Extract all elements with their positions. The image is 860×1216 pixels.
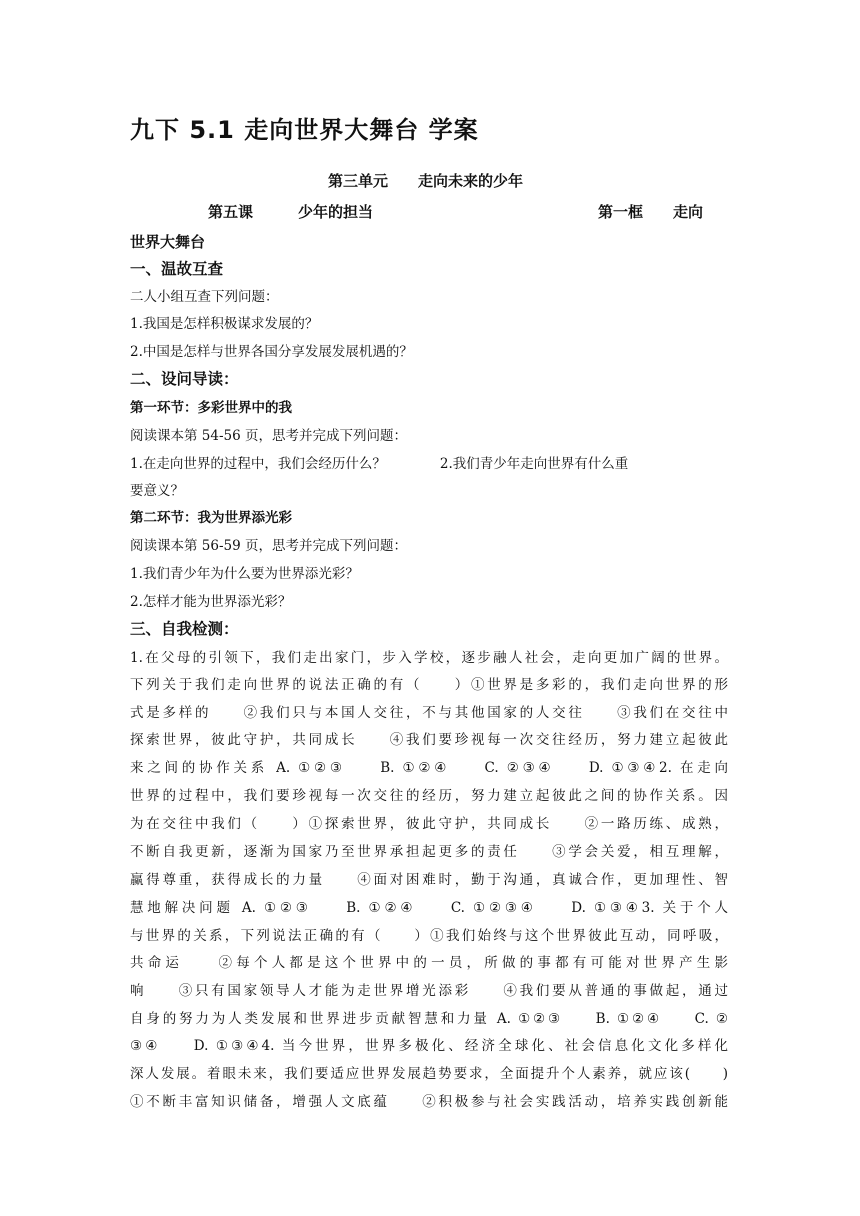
part1-reading-instruction: 阅读课本第 54-56 页，思考并完成下列问题： [130,428,407,444]
self-test-line: 共命运 ②每个人都是这个世界中的一员，所做的事都有可能对世界产生影 [130,955,728,971]
self-test-line: 来之间的协作关系 A. ①②③ B. ①②④ C. ②③④ D. ①③④2. 在走向 [130,760,728,776]
frame-heading-continued: 世界大舞台 [130,233,206,251]
self-test-line: 式是多样的 ②我们只与本国人交往，不与其他国家的人交往 ③我们在交往中 [130,705,728,721]
self-test-line: 不断自我更新，逐渐为国家乃至世界承担起更多的责任 ③学会关爱，相互理解， [130,844,728,860]
review-question-2: 2.中国是怎样与世界各国分享发展发展机遇的？ [130,344,413,360]
review-intro: 二人小组互查下列问题： [130,289,279,305]
self-test-line: ③④ D. ①③④4. 当今世界，世界多极化、经济全球化、社会信息化文化多样化 [130,1038,728,1054]
self-test-line: 深人发展。着眼未来，我们要适应世界发展趋势要求，全面提升个人素养，就应该( ) [130,1066,728,1082]
section-heading-review: 一、温故互查 [130,260,224,278]
self-test-line: 响 ③只有国家领导人才能为走世界增光添彩 ④我们要从普通的事做起，通过 [130,983,728,999]
part2-title: 第二环节：我为世界添光彩 [130,510,292,526]
self-test-line: ①不断丰富知识储备，增强人文底蕴 ②积极参与社会实践活动，培养实践创新能 [130,1094,728,1110]
review-question-1: 1.我国是怎样积极谋求发展的？ [130,316,319,332]
self-test-line: 下列关于我们走向世界的说法正确的有（ ）①世界是多彩的，我们走向世界的形 [130,677,728,693]
self-test-line: 慧地解决问题 A. ①②③ B. ①②④ C. ①②③④ D. ①③④3. 关于个人 [130,900,728,916]
self-test-line: 自身的努力为人类发展和世界进步贡献智慧和力量 A. ①②③ B. ①②④ C. ② [130,1011,728,1027]
part2-question-1: 1.我们青少年为什么要为世界添光彩？ [130,566,359,582]
unit-heading: 第三单元 走向未来的少年 [328,172,524,190]
self-test-line: 世界的过程中，我们要珍视每一次交往的经历，努力建立起彼此之间的协作关系。因 [130,788,728,804]
lesson-heading: 第五课 少年的担当 [208,203,374,221]
part2-reading-instruction: 阅读课本第 56-59 页，思考并完成下列问题： [130,538,407,554]
page-title: 九下 5.1 走向世界大舞台 学案 [130,116,479,144]
self-test-line: 与世界的关系，下列说法正确的有（ ）①我们始终与这个世界彼此互动，同呼吸， [130,928,728,944]
self-test-line: 1.在父母的引领下，我们走出家门，步入学校，逐步融人社会，走向更加广阔的世界。 [130,650,728,666]
part1-questions-line2: 要意义？ [130,483,184,499]
part1-title: 第一环节：多彩世界中的我 [130,400,292,416]
section-heading-self-test: 三、自我检测： [130,620,239,638]
frame-heading: 第一框 走向 [598,203,704,221]
part1-questions-line1: 1.在走向世界的过程中，我们会经历什么？ 2.我们青少年走向世界有什么重 [130,456,629,472]
self-test-line: 赢得尊重，获得成长的力量 ④面对困难时，勤于沟通，真诚合作，更加理性、智 [130,872,728,888]
self-test-line: 探索世界，彼此守护，共同成长 ④我们要珍视每一次交往经历，努力建立起彼此 [130,732,728,748]
section-heading-guided-reading: 二、设问导读： [130,370,239,388]
part2-question-2: 2.怎样才能为世界添光彩？ [130,594,292,610]
self-test-line: 为在交往中我们（ ）①探索世界，彼此守护，共同成长 ②一路历练、成熟， [130,816,728,832]
